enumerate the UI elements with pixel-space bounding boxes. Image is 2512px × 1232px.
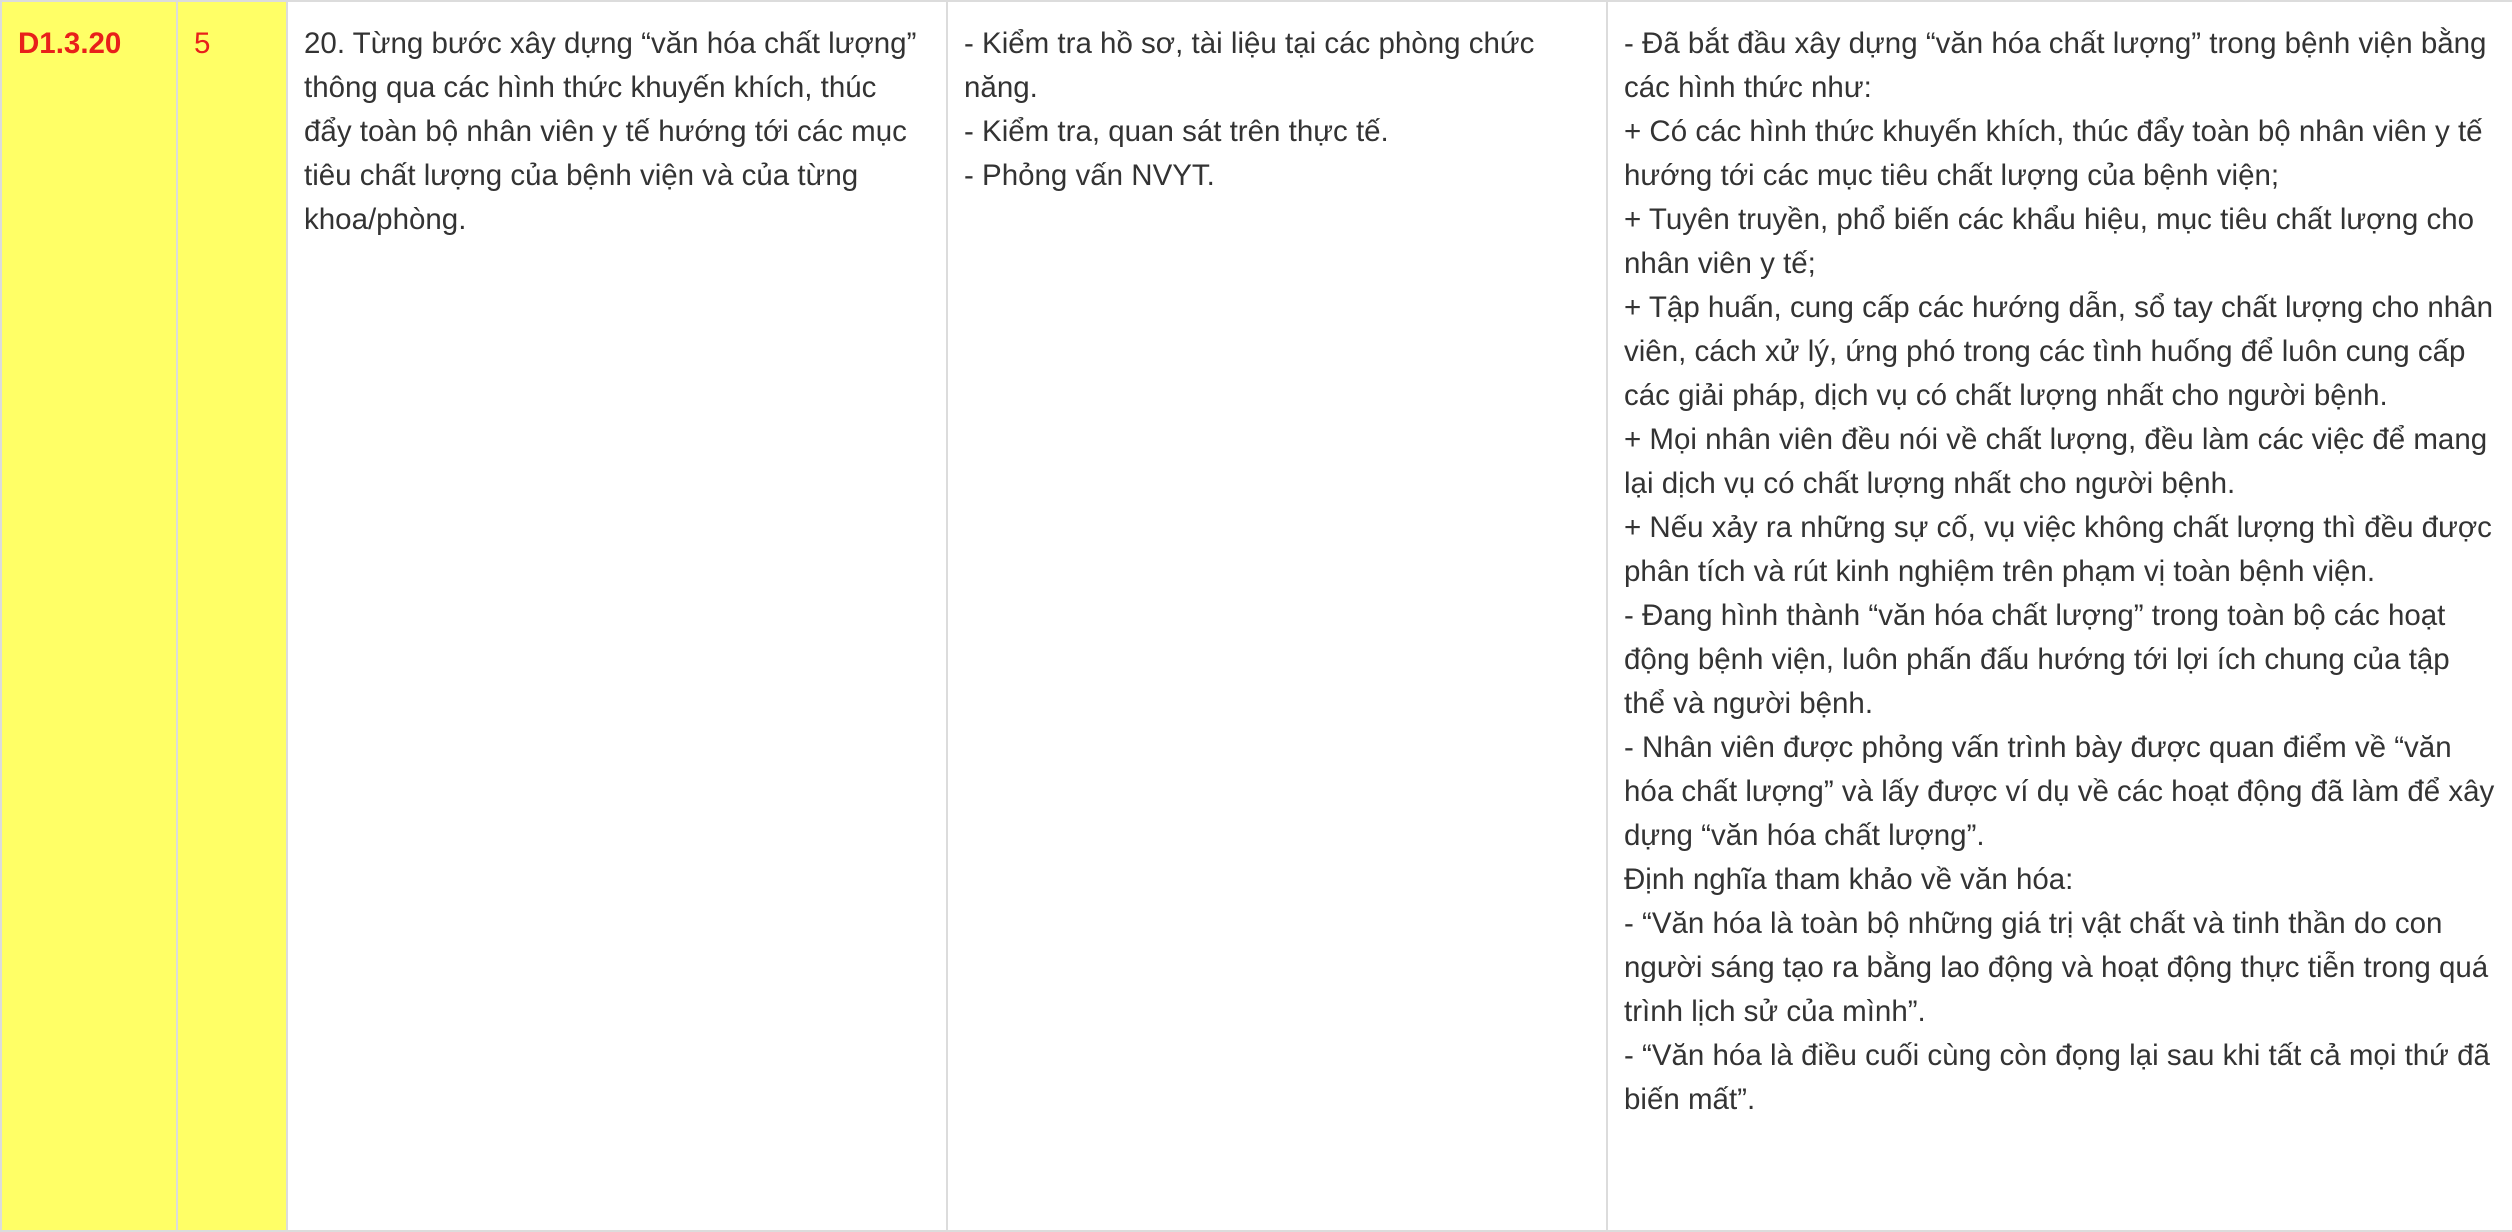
guidance-line: - Đang hình thành “văn hóa chất lượng” trong toàn bộ các hoạt động bệnh viện, luôn phấn đấu hướng tới lợi ích chung của tập thể và người bệnh.	[1624, 599, 2450, 720]
level-cell	[177, 1, 287, 1231]
method-line: - Kiểm tra hồ sơ, tài liệu tại các phòng chức năng.	[964, 27, 1535, 104]
method-line: - Kiểm tra, quan sát trên thực tế.	[964, 115, 1389, 148]
guidance-line: + Tuyên truyền, phổ biến các khẩu hiệu, mục tiêu chất lượng cho nhân viên y tế;	[1624, 203, 2475, 280]
criterion-code: D1.3.20	[18, 27, 122, 60]
assessment-methods-cell	[947, 1, 1607, 1231]
guidance-line: + Có các hình thức khuyến khích, thúc đẩy toàn bộ nhân viên y tế hướng tới các mục tiêu chất lượng của bệnh viện;	[1624, 115, 2483, 192]
criterion-text: 20. Từng bước xây dựng “văn hóa chất lượng” thông qua các hình thức khuyến khích, thúc đẩy toàn bộ nhân viên y tế hướng tới các mục tiêu chất lượng của bệnh viện và của từng khoa/phòng.	[304, 27, 917, 236]
guidance-line: + Nếu xảy ra những sự cố, vụ việc không chất lượng thì đều được phân tích và rút kinh nghiệm trên phạm vị toàn bệnh viện.	[1624, 511, 2492, 588]
guidance-line: Định nghĩa tham khảo về văn hóa:	[1624, 863, 2074, 896]
level-value: 5	[194, 27, 211, 60]
guidance-line: + Mọi nhân viên đều nói về chất lượng, đều làm các việc để mang lại dịch vụ có chất lượng nhất cho người bệnh.	[1624, 423, 2488, 500]
table-row	[1, 1, 2512, 1231]
guidance-line: - Đã bắt đầu xây dựng “văn hóa chất lượng” trong bệnh viện bằng các hình thức như:	[1624, 27, 2487, 104]
guidance-line: + Tập huấn, cung cấp các hướng dẫn, sổ tay chất lượng cho nhân viên, cách xử lý, ứng phó trong các tình huống để luôn cung cấp các giải pháp, dịch vụ có chất lượng nhất cho người bệnh.	[1624, 291, 2493, 412]
guidance-cell	[1607, 1, 2512, 1231]
guidance-line: - “Văn hóa là toàn bộ những giá trị vật chất và tinh thần do con người sáng tạo ra bằng lao động và hoạt động thực tiễn trong quá trình lịch sử của mình”.	[1624, 907, 2489, 1028]
guidance-line: - “Văn hóa là điều cuối cùng còn đọng lại sau khi tất cả mọi thứ đã biến mất”.	[1624, 1039, 2490, 1116]
method-line: - Phỏng vấn NVYT.	[964, 159, 1215, 192]
criterion-code-cell	[1, 1, 177, 1231]
guidance-line: - Nhân viên được phỏng vấn trình bày được quan điểm về “văn hóa chất lượng” và lấy được ví dụ về các hoạt động đã làm để xây dựng “văn hóa chất lượng”.	[1624, 731, 2495, 852]
criterion-text-cell	[287, 1, 947, 1231]
